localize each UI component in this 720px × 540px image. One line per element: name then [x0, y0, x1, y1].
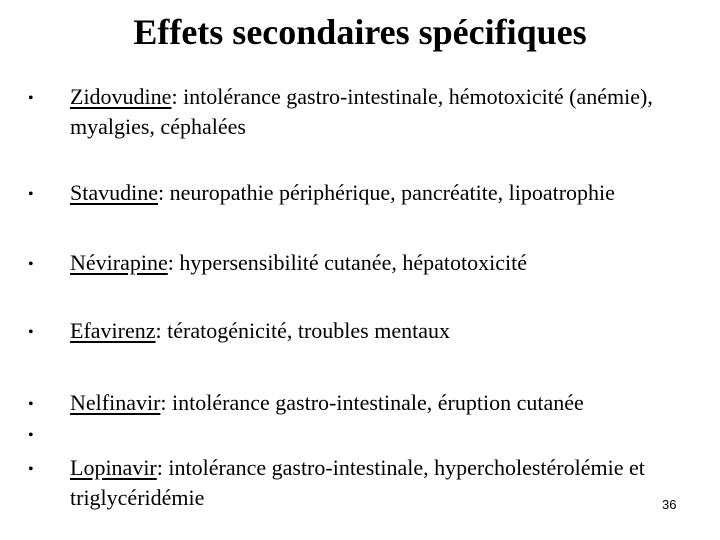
- list-item-zidovudine: [70, 82, 690, 142]
- drug-name: Efavirenz: [70, 318, 156, 343]
- drug-separator: :: [156, 455, 163, 480]
- side-effects-text: intolérance gastro-intestinale, hémotoxicité (anémie), myalgies, céphalées: [70, 84, 653, 139]
- drug-name: Stavudine: [70, 180, 158, 205]
- list-item-nevirapine: [70, 248, 690, 278]
- list-item-stavudine: [70, 178, 690, 208]
- bullet-icon: •: [28, 396, 34, 413]
- list-item-efavirenz: [70, 316, 690, 346]
- drug-separator: :: [167, 250, 174, 275]
- drug-name: Névirapine: [70, 250, 168, 275]
- list-item-nelfinavir: [70, 388, 690, 418]
- side-effects-text: hypersensibilité cutanée, hépatotoxicité: [173, 250, 527, 275]
- side-effects-text: intolérance gastro-intestinale, hypercholestérolémie et triglycéridémie: [70, 455, 645, 510]
- bullet-icon: •: [28, 90, 34, 107]
- drug-name: Nelfinavir: [70, 390, 161, 415]
- side-effects-text: tératogénicité, troubles mentaux: [161, 318, 450, 343]
- drug-separator: :: [155, 318, 162, 343]
- bullet-icon: •: [28, 427, 34, 444]
- bullet-icon: •: [28, 461, 34, 478]
- side-effects-text: intolérance gastro-intestinale, éruption cutanée: [166, 390, 584, 415]
- list-item-lopinavir: [70, 453, 690, 513]
- drug-separator: :: [171, 84, 178, 109]
- drug-separator: :: [160, 390, 167, 415]
- side-effects-text: neuropathie périphérique, pancréatite, lipoatrophie: [164, 180, 615, 205]
- bullet-icon: •: [28, 256, 34, 273]
- bullet-icon: •: [28, 324, 34, 341]
- page-number: 36: [662, 497, 677, 512]
- drug-name: Lopinavir: [70, 455, 157, 480]
- bullet-icon: •: [28, 186, 34, 203]
- drug-separator: :: [158, 180, 165, 205]
- slide-title: Effets secondaires spécifiques: [133, 12, 587, 52]
- drug-name: Zidovudine: [70, 84, 172, 109]
